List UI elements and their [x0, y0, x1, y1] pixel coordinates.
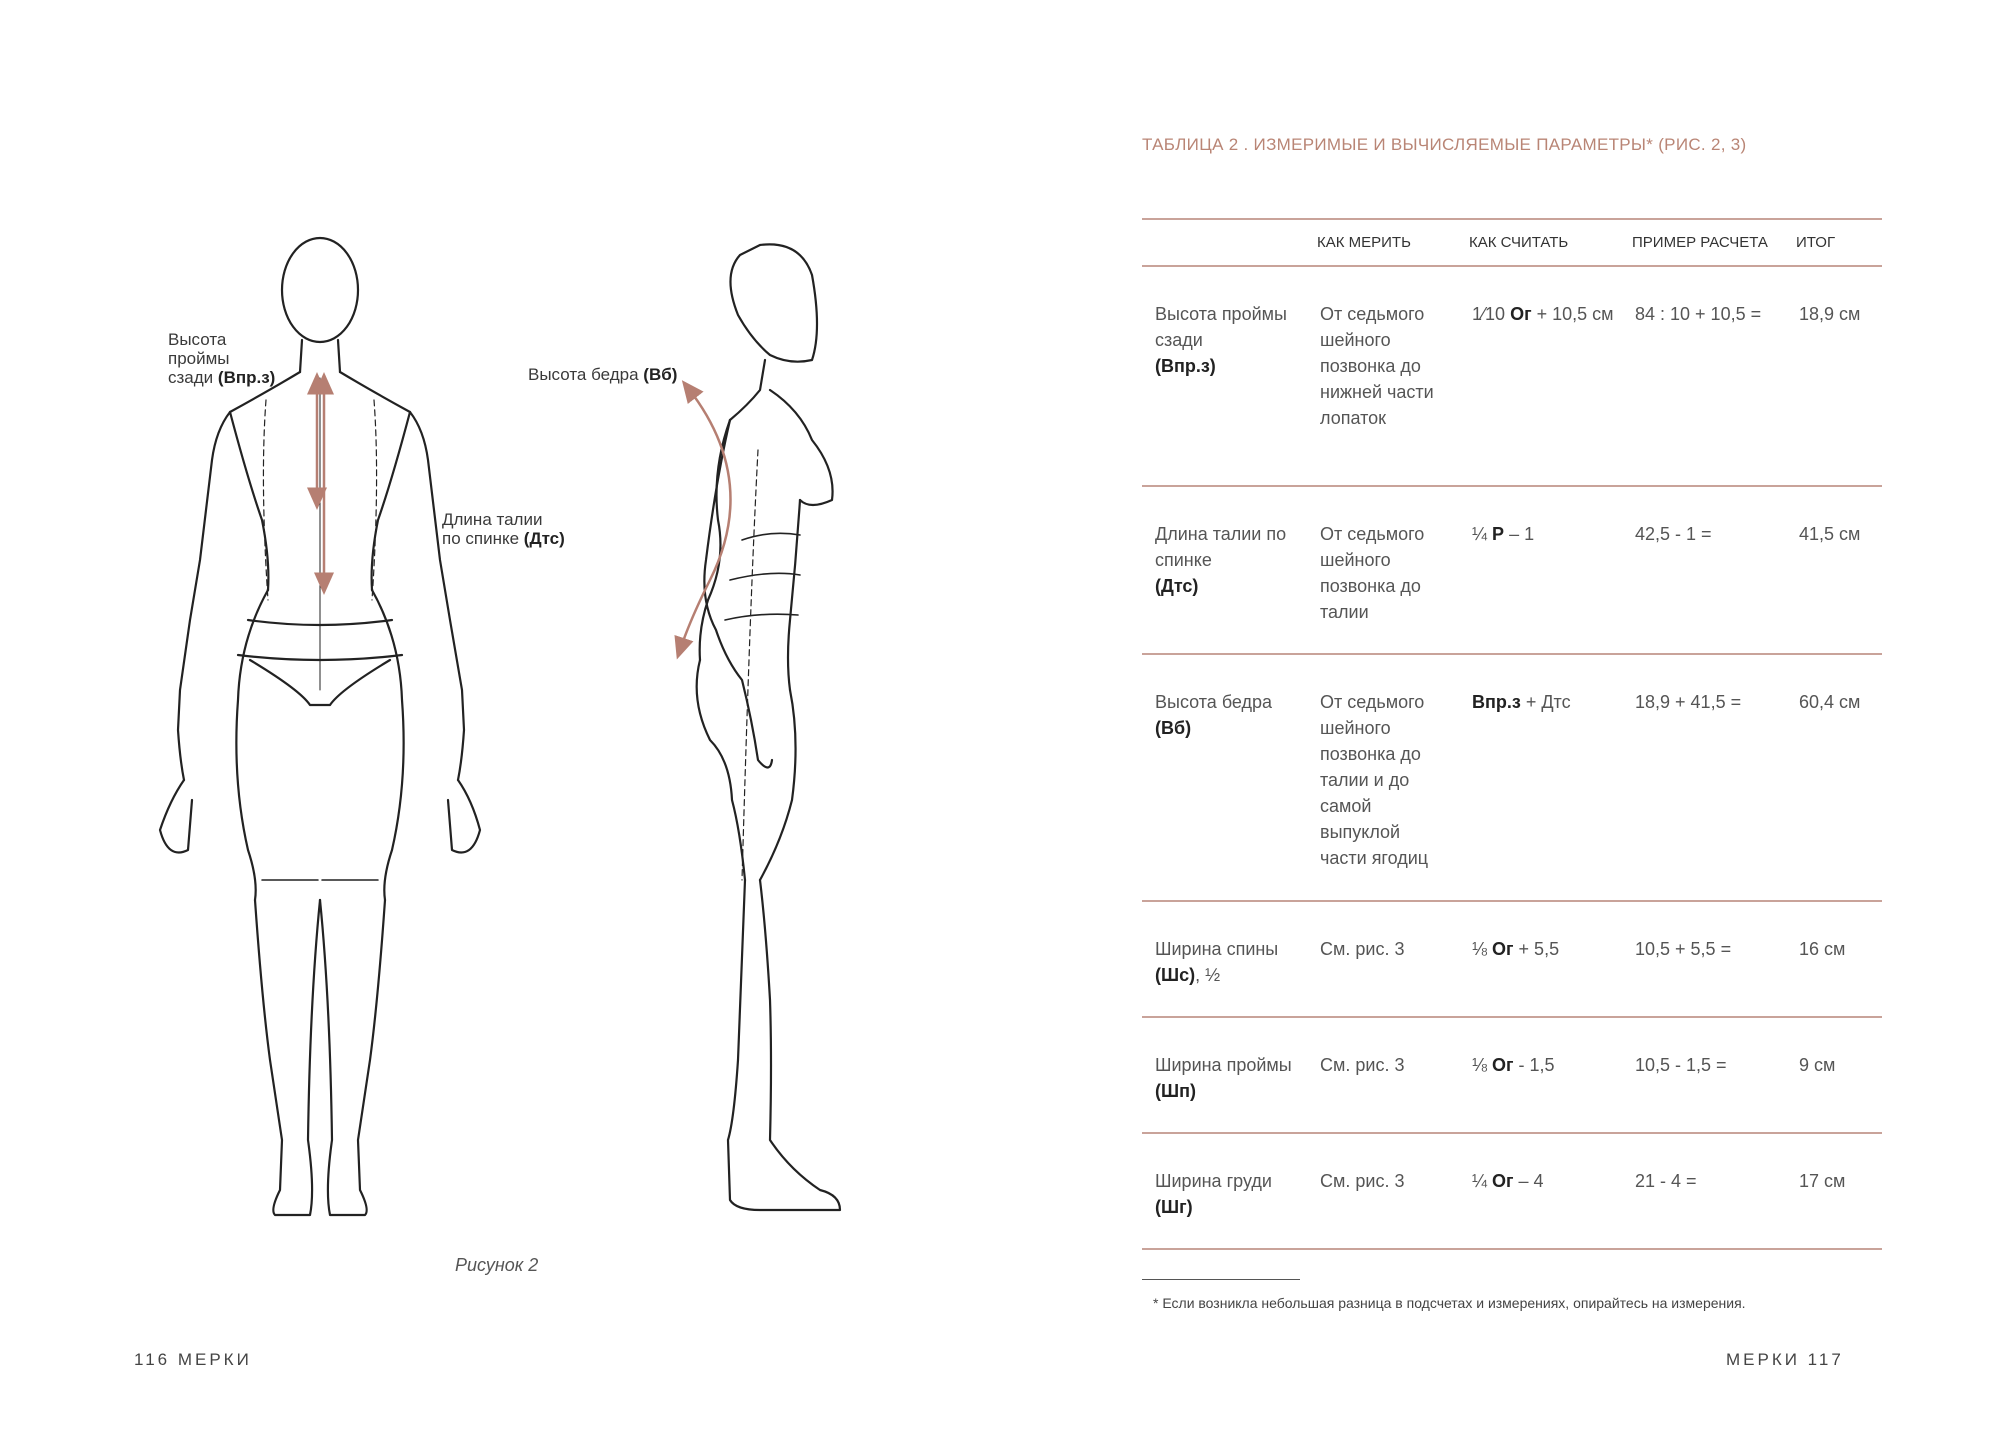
row-code: (Вб) — [1155, 718, 1192, 738]
row-example: 84 : 10 + 10,5 = — [1635, 304, 1762, 324]
table-row — [1142, 655, 1882, 902]
row-formula: ⅛ Ог - 1,5 — [1472, 1055, 1555, 1075]
row-result: 16 см — [1799, 939, 1846, 959]
row-result: 60,4 см — [1799, 692, 1861, 712]
row-result: 9 см — [1799, 1055, 1836, 1075]
row-name: Высота бедра — [1155, 692, 1273, 712]
row-example: 10,5 - 1,5 = — [1635, 1055, 1727, 1075]
row-formula: ¼ Ог – 4 — [1472, 1171, 1544, 1191]
label-hip-height: Высота бедра (Вб) — [528, 365, 678, 384]
label-waist-length: Длина талии по спинке (Дтс) — [442, 510, 565, 548]
label-armhole-height: Высота проймы сзади (Впр.з) — [168, 330, 276, 387]
label-armhole-height-code: (Впр.з) — [217, 368, 276, 387]
header-result: ИТОГ — [1796, 234, 1836, 251]
table-title: ТАБЛИЦА 2 . ИЗМЕРИМЫЕ И ВЫЧИСЛЯЕМЫЕ ПАРАМЕТРЫ* (РИС. 2, 3) — [1142, 135, 1747, 154]
row-result: 17 см — [1799, 1171, 1846, 1191]
figure-caption: Рисунок 2 — [455, 1255, 539, 1275]
row-how-measure: От седьмого шейного позвонка до талии и до самой выпуклой части ягодиц — [1320, 692, 1429, 868]
row-how-measure: См. рис. 3 — [1320, 939, 1405, 959]
row-code: (Впр.з) — [1155, 356, 1216, 376]
row-result: 41,5 см — [1799, 524, 1861, 544]
figure-illustration — [0, 0, 1000, 1300]
label-hip-height-code: (Вб) — [643, 365, 678, 384]
row-code: (Шс) — [1155, 965, 1196, 985]
row-formula: ⅛ Ог + 5,5 — [1472, 939, 1560, 959]
row-example: 42,5 - 1 = — [1635, 524, 1712, 544]
table-row — [1142, 1134, 1882, 1250]
header-example: ПРИМЕР РАСЧЕТА — [1632, 234, 1768, 251]
footnote: * Если возникла небольшая разница в подсчетах и измерениях, опирайтесь на измерения. — [1153, 1295, 1746, 1311]
row-how-measure: См. рис. 3 — [1320, 1055, 1405, 1075]
table-row — [1142, 487, 1882, 655]
row-example: 21 - 4 = — [1635, 1171, 1697, 1191]
row-formula: Впр.з + Дтс — [1472, 692, 1571, 712]
row-result: 18,9 см — [1799, 304, 1861, 324]
table-row — [1142, 1018, 1882, 1134]
row-formula: ¼ Р – 1 — [1472, 524, 1535, 544]
row-how-measure: См. рис. 3 — [1320, 1171, 1405, 1191]
row-how-measure: От седьмого шейного позвонка до талии — [1320, 524, 1425, 622]
row-name: Высота проймы сзади — [1155, 304, 1287, 350]
folio-right: МЕРКИ 117 — [1726, 1350, 1844, 1369]
row-code: (Шп) — [1155, 1081, 1196, 1101]
side-view-figure — [697, 244, 840, 1210]
row-code: (Шг) — [1155, 1197, 1193, 1217]
header-how-calculate: КАК СЧИТАТЬ — [1469, 234, 1569, 251]
label-waist-length-code: (Дтс) — [523, 529, 565, 548]
row-code: (Дтс) — [1155, 576, 1199, 596]
table-header — [1142, 218, 1882, 267]
right-page — [1000, 0, 2000, 1433]
row-formula: 1⁄10 Ог + 10,5 см — [1472, 304, 1614, 324]
parameters-table — [1142, 218, 1882, 1250]
row-how-measure: От седьмого шейного позвонка до нижней части лопаток — [1320, 304, 1434, 428]
row-name: Длина талии по спинке — [1155, 524, 1287, 570]
footnote-rule — [1142, 1279, 1300, 1280]
header-how-measure: КАК МЕРИТЬ — [1317, 234, 1411, 251]
table-row — [1142, 267, 1882, 487]
table-row: Ширина спины (Шс), ½ См. рис. 3 ⅛ Ог + 5,5 10,5 + 5,5 = 16 см — [1142, 902, 1882, 1018]
folio-left: 116 МЕРКИ — [134, 1350, 252, 1369]
row-example: 10,5 + 5,5 = — [1635, 939, 1732, 959]
row-example: 18,9 + 41,5 = — [1635, 692, 1742, 712]
row-name: Ширина проймы — [1155, 1055, 1292, 1075]
row-name: Ширина спины — [1155, 939, 1279, 959]
row-name: Ширина груди — [1155, 1171, 1272, 1191]
